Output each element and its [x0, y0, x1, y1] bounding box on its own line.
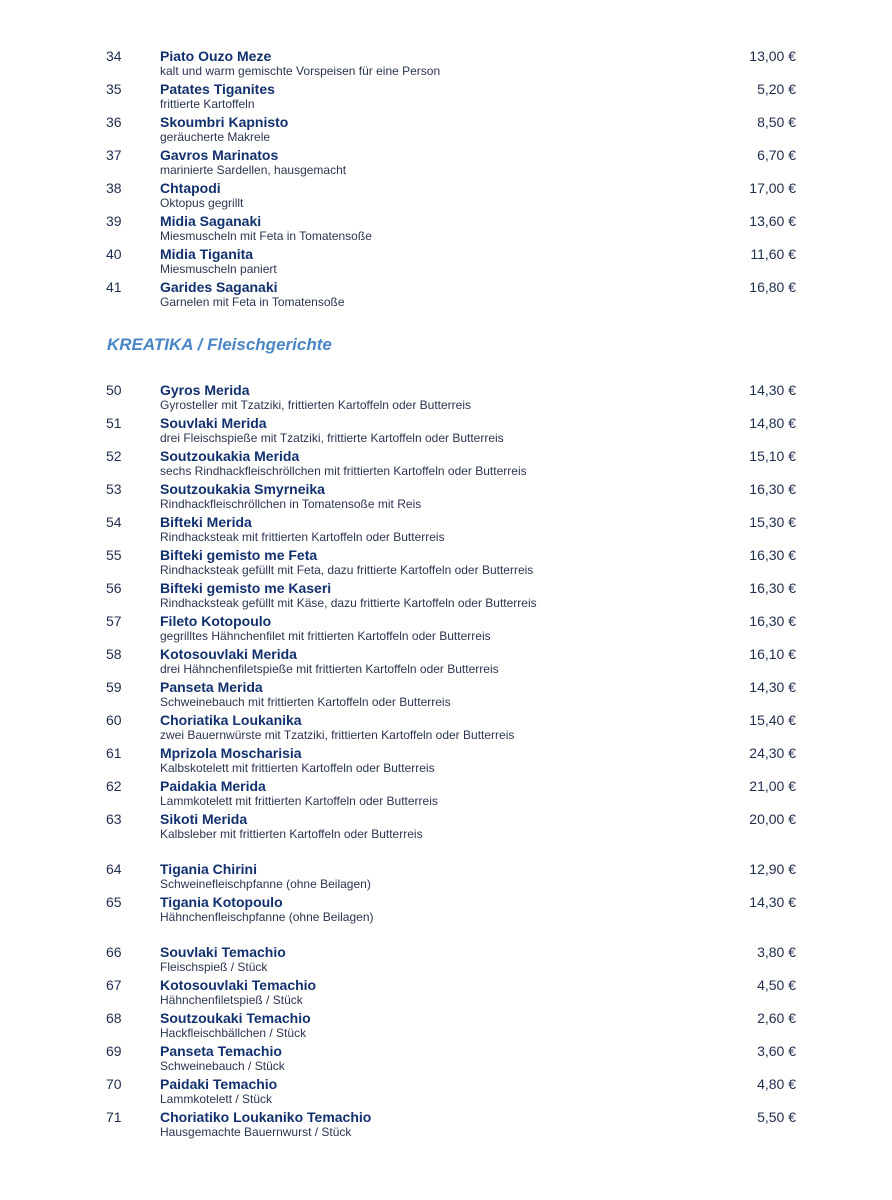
item-number: 68	[106, 1010, 122, 1026]
item-number: 52	[106, 448, 122, 464]
menu-item	[0, 414, 892, 447]
item-price: 14,30 €	[749, 894, 796, 910]
item-number: 71	[106, 1109, 122, 1125]
item-description: Schweinebauch / Stück	[160, 1059, 285, 1073]
item-description: Schweinebauch mit frittierten Kartoffeln oder Butterreis	[160, 695, 451, 709]
item-description: kalt und warm gemischte Vorspeisen für eine Person	[160, 64, 441, 78]
item-number: 41	[106, 279, 122, 295]
menu-item	[0, 943, 892, 976]
item-price: 14,30 €	[749, 679, 796, 695]
group-spacer	[0, 843, 892, 860]
menu-group	[0, 47, 892, 311]
item-name: Midia Tiganita	[160, 246, 254, 262]
item-description: Hackfleischbällchen / Stück	[160, 1026, 307, 1040]
menu-item	[0, 212, 892, 245]
item-price: 4,50 €	[757, 977, 796, 993]
item-name: Souvlaki Temachio	[160, 944, 286, 960]
menu-item	[0, 546, 892, 579]
item-name: Soutzoukakia Smyrneika	[160, 481, 325, 497]
item-name: Mprizola Moscharisia	[160, 745, 302, 761]
item-price: 14,30 €	[749, 382, 796, 398]
item-price: 4,80 €	[757, 1076, 796, 1092]
item-description: Gyrosteller mit Tzatziki, frittierten Kartoffeln oder Butterreis	[160, 398, 471, 412]
item-number: 50	[106, 382, 122, 398]
item-number: 37	[106, 147, 122, 163]
item-price: 8,50 €	[757, 114, 796, 130]
item-price: 5,50 €	[757, 1109, 796, 1125]
item-price: 12,90 €	[749, 861, 796, 877]
item-number: 62	[106, 778, 122, 794]
menu-item	[0, 645, 892, 678]
menu-group	[0, 311, 892, 843]
item-description: zwei Bauernwürste mit Tzatziki, frittierten Kartoffeln oder Butterreis	[160, 728, 515, 742]
menu-item	[0, 513, 892, 546]
item-name: Soutzoukaki Temachio	[160, 1010, 311, 1026]
item-price: 13,60 €	[749, 213, 796, 229]
item-description: Oktopus gegrillt	[160, 196, 244, 210]
item-name: Garides Saganaki	[160, 279, 278, 295]
menu-item	[0, 47, 892, 80]
section-title: KREATIKA / Fleischgerichte	[107, 335, 332, 354]
item-description: sechs Rindhackfleischröllchen mit frittierten Kartoffeln oder Butterreis	[160, 464, 527, 478]
item-description: Hausgemachte Bauernwurst / Stück	[160, 1125, 352, 1139]
item-description: Garnelen mit Feta in Tomatensoße	[160, 295, 345, 309]
item-description: Hähnchenfleischpfanne (ohne Beilagen)	[160, 910, 374, 924]
item-name: Fileto Kotopoulo	[160, 613, 272, 629]
menu-item	[0, 777, 892, 810]
menu-item	[0, 278, 892, 311]
menu-item	[0, 678, 892, 711]
item-description: drei Fleischspieße mit Tzatziki, frittierte Kartoffeln oder Butterreis	[160, 431, 504, 445]
section-heading	[0, 311, 892, 381]
menu-item	[0, 179, 892, 212]
item-number: 51	[106, 415, 122, 431]
item-name: Tigania Kotopoulo	[160, 894, 283, 910]
group-spacer	[0, 926, 892, 943]
item-name: Midia Saganaki	[160, 213, 262, 229]
item-name: Souvlaki Merida	[160, 415, 267, 431]
item-description: Miesmuscheln paniert	[160, 262, 277, 276]
item-name: Bifteki gemisto me Feta	[160, 547, 318, 563]
item-number: 35	[106, 81, 122, 97]
item-description: Kalbsleber mit frittierten Kartoffeln oder Butterreis	[160, 827, 423, 841]
item-description: drei Hähnchenfiletspieße mit frittierten Kartoffeln oder Butterreis	[160, 662, 499, 676]
item-price: 16,30 €	[749, 547, 796, 563]
menu-item	[0, 146, 892, 179]
item-name: Chtapodi	[160, 180, 221, 196]
item-description: Lammkotelett mit frittierten Kartoffeln oder Butterreis	[160, 794, 438, 808]
item-name: Bifteki gemisto me Kaseri	[160, 580, 332, 596]
item-number: 58	[106, 646, 122, 662]
menu-item	[0, 1075, 892, 1108]
menu-item	[0, 113, 892, 146]
item-name: Panseta Merida	[160, 679, 263, 695]
menu-item	[0, 612, 892, 645]
item-price: 15,30 €	[749, 514, 796, 530]
item-number: 69	[106, 1043, 122, 1059]
item-number: 66	[106, 944, 122, 960]
item-price: 15,10 €	[749, 448, 796, 464]
item-description: Fleischspieß / Stück	[160, 960, 268, 974]
item-name: Paidaki Temachio	[160, 1076, 278, 1092]
item-price: 16,30 €	[749, 481, 796, 497]
item-description: Hähnchenfiletspieß / Stück	[160, 993, 303, 1007]
item-description: Miesmuscheln mit Feta in Tomatensoße	[160, 229, 372, 243]
item-description: Rindhackfleischröllchen in Tomatensoße mit Reis	[160, 497, 422, 511]
item-number: 57	[106, 613, 122, 629]
item-description: gegrilltes Hähnchenfilet mit frittierten Kartoffeln oder Butterreis	[160, 629, 491, 643]
menu-group	[0, 843, 892, 926]
item-number: 59	[106, 679, 122, 695]
item-price: 21,00 €	[749, 778, 796, 794]
item-number: 40	[106, 246, 122, 262]
item-number: 53	[106, 481, 122, 497]
menu-item	[0, 480, 892, 513]
item-description: frittierte Kartoffeln	[160, 97, 255, 111]
item-price: 13,00 €	[749, 48, 796, 64]
item-number: 64	[106, 861, 122, 877]
item-name: Piato Ouzo Meze	[160, 48, 272, 64]
item-name: Skoumbri Kapnisto	[160, 114, 289, 130]
item-name: Choriatiko Loukaniko Temachio	[160, 1109, 372, 1125]
item-name: Kotosouvlaki Merida	[160, 646, 297, 662]
item-number: 36	[106, 114, 122, 130]
menu-group	[0, 926, 892, 1141]
item-name: Bifteki Merida	[160, 514, 252, 530]
menu-item	[0, 976, 892, 1009]
item-price: 16,30 €	[749, 613, 796, 629]
item-number: 61	[106, 745, 122, 761]
item-description: geräucherte Makrele	[160, 130, 271, 144]
item-price: 3,80 €	[757, 944, 796, 960]
item-number: 54	[106, 514, 122, 530]
menu-item	[0, 447, 892, 480]
menu-item	[0, 80, 892, 113]
item-name: Sikoti Merida	[160, 811, 248, 827]
menu-item	[0, 860, 892, 893]
menu-item	[0, 1042, 892, 1075]
item-price: 14,80 €	[749, 415, 796, 431]
item-name: Patates Tiganites	[160, 81, 275, 97]
item-number: 65	[106, 894, 122, 910]
item-price: 16,80 €	[749, 279, 796, 295]
item-name: Tigania Chirini	[160, 861, 257, 877]
menu-item	[0, 579, 892, 612]
menu-item	[0, 810, 892, 843]
menu-item	[0, 711, 892, 744]
menu-item	[0, 381, 892, 414]
menu-item	[0, 893, 892, 926]
item-number: 67	[106, 977, 122, 993]
item-number: 56	[106, 580, 122, 596]
menu-item	[0, 1108, 892, 1141]
item-name: Choriatika Loukanika	[160, 712, 302, 728]
menu-item	[0, 744, 892, 777]
item-description: Rindhacksteak gefüllt mit Feta, dazu frittierte Kartoffeln oder Butterreis	[160, 563, 534, 577]
item-number: 38	[106, 180, 122, 196]
item-description: Lammkotelett / Stück	[160, 1092, 273, 1106]
item-price: 20,00 €	[749, 811, 796, 827]
item-price: 16,30 €	[749, 580, 796, 596]
item-name: Paidakia Merida	[160, 778, 266, 794]
menu-item	[0, 245, 892, 278]
item-name: Kotosouvlaki Temachio	[160, 977, 317, 993]
item-name: Gavros Marinatos	[160, 147, 279, 163]
item-price: 2,60 €	[757, 1010, 796, 1026]
item-description: Kalbskotelett mit frittierten Kartoffeln oder Butterreis	[160, 761, 435, 775]
menu-page	[0, 47, 892, 1141]
item-number: 34	[106, 48, 122, 64]
item-description: Rindhacksteak mit frittierten Kartoffeln oder Butterreis	[160, 530, 445, 544]
item-price: 15,40 €	[749, 712, 796, 728]
item-number: 70	[106, 1076, 122, 1092]
item-number: 60	[106, 712, 122, 728]
menu-item	[0, 1009, 892, 1042]
item-description: marinierte Sardellen, hausgemacht	[160, 163, 347, 177]
item-price: 3,60 €	[757, 1043, 796, 1059]
item-name: Soutzoukakia Merida	[160, 448, 300, 464]
item-price: 5,20 €	[757, 81, 796, 97]
item-name: Panseta Temachio	[160, 1043, 282, 1059]
item-number: 39	[106, 213, 122, 229]
item-description: Schweinefleischpfanne (ohne Beilagen)	[160, 877, 371, 891]
item-price: 6,70 €	[757, 147, 796, 163]
item-number: 55	[106, 547, 122, 563]
item-price: 11,60 €	[750, 246, 796, 262]
item-name: Gyros Merida	[160, 382, 250, 398]
item-number: 63	[106, 811, 122, 827]
item-price: 16,10 €	[749, 646, 796, 662]
item-price: 24,30 €	[749, 745, 796, 761]
item-price: 17,00 €	[749, 180, 796, 196]
item-description: Rindhacksteak gefüllt mit Käse, dazu frittierte Kartoffeln oder Butterreis	[160, 596, 537, 610]
